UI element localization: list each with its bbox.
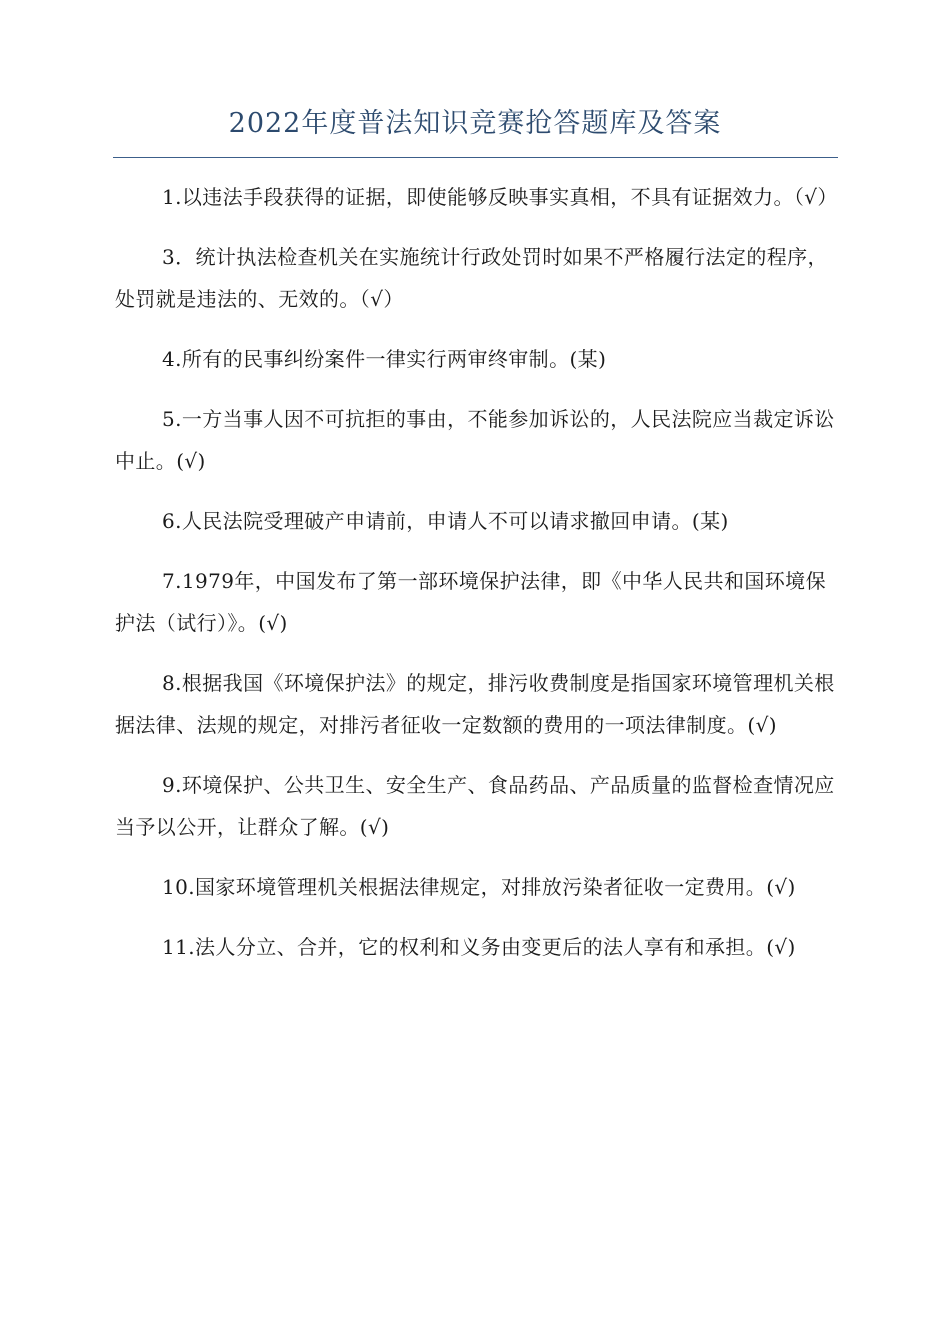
question-item: 7.1979年，中国发布了第一部环境保护法律，即《中华人民共和国环境保护法（试行）》。(√) [115,569,826,635]
question-item: 11.法人分立、合并，它的权利和义务由变更后的法人享有和承担。(√) [162,935,796,959]
document-title: 2022年度普法知识竞赛抢答题库及答案 [228,108,722,139]
question-item: 1.以违法手段获得的证据，即使能够反映事实真相，不具有证据效力。（√） [162,185,838,209]
question-item: 9.环境保护、公共卫生、安全生产、食品药品、产品质量的监督检查情况应当予以公开，让群众了解。(√) [115,773,835,839]
question-item: 10.国家环境管理机关根据法律规定，对排放污染者征收一定费用。(√) [162,875,796,899]
question-list [115,176,845,986]
title-divider [113,157,838,158]
question-item: 4.所有的民事纠纷案件一律实行两审终审制。(某) [162,347,607,371]
question-item: 3．统计执法检查机关在实施统计行政处罚时如果不严格履行法定的程序，处罚就是违法的、无效的。（√） [115,245,828,311]
question-item: 6.人民法院受理破产申请前，申请人不可以请求撤回申请。(某) [162,509,729,533]
question-item: 5.一方当事人因不可抗拒的事由，不能参加诉讼的，人民法院应当裁定诉讼中止。(√) [115,407,835,473]
question-item: 8.根据我国《环境保护法》的规定，排污收费制度是指国家环境管理机关根据法律、法规的规定，对排污者征收一定数额的费用的一项法律制度。(√) [115,671,835,737]
